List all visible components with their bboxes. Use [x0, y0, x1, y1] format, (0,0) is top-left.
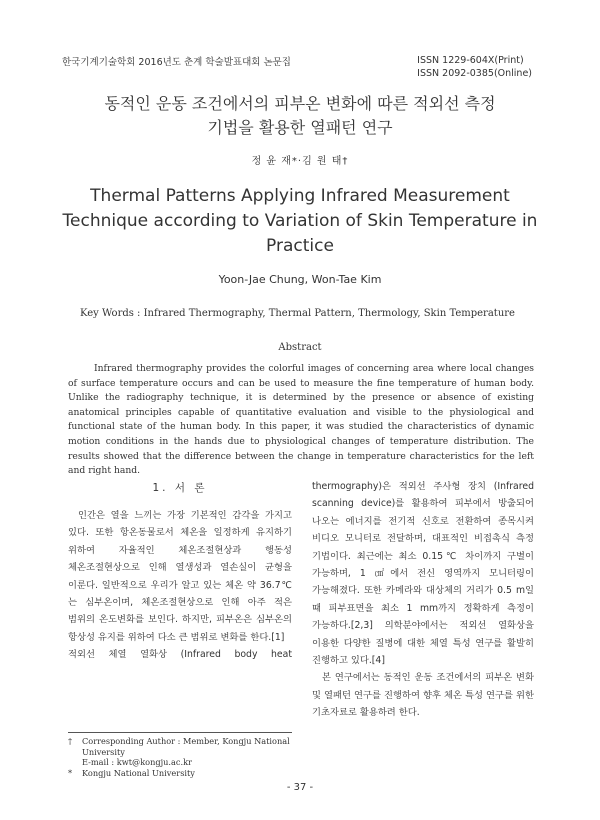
issn-block — [417, 54, 532, 80]
left-column — [68, 480, 292, 664]
english-title-line1: Thermal Patterns Applying Infrared Measurement — [90, 186, 510, 206]
page-number: - 37 - — [286, 782, 314, 793]
journal-header: 한국기계기술학회 2016년도 춘계 학술발표대회 논문집 — [62, 57, 291, 68]
right-column — [312, 478, 534, 722]
footnote-corresponding-line1: Corresponding Author : Member, Kongju National University — [82, 736, 290, 757]
section-heading-introduction: 1. 서 론 — [152, 482, 208, 494]
footnote-corresponding-text — [82, 736, 292, 768]
korean-authors: 정 윤 재*·김 원 태† — [251, 156, 349, 167]
intro-paragraph-1: 인간은 열을 느끼는 가장 기본적인 감각을 가지고 있다. 또한 항온동물로서 체온을 일정하게 유지하기 위하여 자율적인 체온조절현상과 행동성 체온조절현상으로 인해 열생성과 열손실이 균형을 이룬다. 일반적으로 우리가 알고 있는 체온 약 36.7℃는 심부온이며, 체온조절현상으로 인해 아주 적은 범위의 온도변화를 보인다. 하지만, 피부온은 심부온의 항상성 유지를 위하여 다소 큰 범위로 변화를 한다.[1] — [68, 510, 292, 643]
footnote-divider — [68, 732, 292, 733]
korean-title-line1: 동적인 운동 조건에서의 피부온 변화에 따른 적외선 측정 — [104, 94, 496, 113]
footnote-affiliation-text: Kongju National University — [82, 767, 195, 778]
issn-online: ISSN 2092-0385(Online) — [417, 68, 532, 79]
english-authors: Yoon-Jae Chung, Won-Tae Kim — [218, 273, 382, 286]
english-title-line3: Practice — [266, 236, 334, 256]
intro-paragraph-2-start: 적외선 체열 열화상 (Infrared body heat — [68, 649, 292, 661]
asterisk-mark: * — [68, 767, 73, 778]
issn-print: ISSN 1229-604X(Print) — [417, 55, 524, 66]
footnote-corresponding — [68, 736, 292, 768]
korean-title-line2: 기법을 활용한 열패턴 연구 — [207, 118, 393, 137]
korean-title — [60, 92, 540, 140]
intro-paragraph-3: 본 연구에서는 동적인 운동 조건에서의 피부온 변화 및 열패턴 연구를 진행하여 향후 체온 특성 연구를 위한 기초자료로 활용하려 한다. — [312, 672, 534, 719]
english-title — [60, 184, 540, 259]
english-title-line2: Technique according to Variation of Skin Temperature in — [62, 211, 538, 231]
footnotes — [68, 736, 292, 778]
keywords: Key Words : Infrared Thermography, Thermal Pattern, Thermology, Skin Temperature — [80, 308, 515, 319]
footnote-email: E-mail : kwt@kongju.ac.kr — [82, 757, 192, 768]
abstract-heading: Abstract — [278, 342, 322, 353]
abstract-text: Infrared thermography provides the colorful images of concerning area where local changes of surface temperature occurs and can be used to measure the fine temperature of human body. Unlike the radiography technique, it is determined by the presence or absence of existing anatomical principles capable of quantitative evaluation and visible to the physiological and functional state of the human body. In this paper, it was studied the characteristics of dynamic motion conditions in the hands due to physiological changes of temperature distribution. The results showed that the difference between the change in temperature characteristics for the left and right hand. — [68, 363, 534, 477]
intro-paragraph-2-cont: thermography)은 적외선 주사형 장치 (Infrared scanning device)를 활용하여 피부에서 방출되어 나오는 에너지를 전기적 신호로 전환하여 종목시켜 비디오 모니터로 전달하며, 대표적인 비접촉식 측정 기법이다. 최근에는 최소 0.15℃ 차이까지 구별이 가능하며, 1 ㎠에서 전신 영역까지 모니터링이 가능해졌다. 또한 카메라와 대상체의 거리가 0.5 m일 때 피부표면을 최소 1 mm까지 정확하게 측정이 가능하다.[2,3] 의학분야에서는 적외선 열화상을 이용한 다양한 질병에 대한 체열 특성 연구를 활발히 진행하고 있다.[4] — [312, 481, 534, 667]
footnote-affiliation — [68, 768, 292, 779]
dagger-mark: † — [68, 736, 73, 746]
